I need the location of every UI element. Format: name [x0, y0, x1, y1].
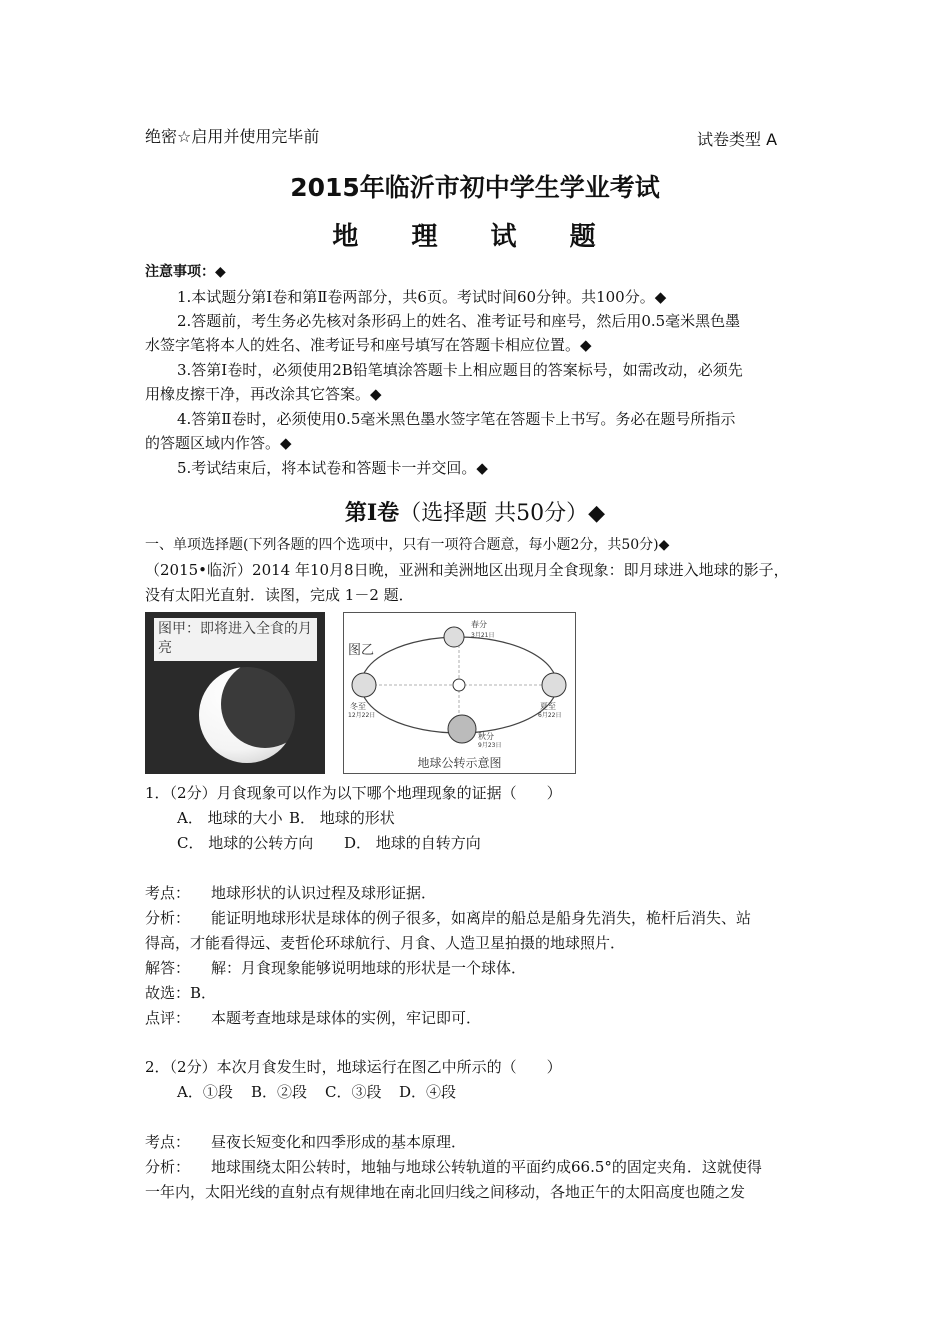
q2-option-d: D．④段	[399, 1083, 457, 1101]
crescent-moon-image	[145, 612, 325, 774]
q1-dianping: 点评： 本题考查地球是球体的实例，牢记即可．	[145, 1009, 482, 1027]
paper-type-label: 试卷类型 A	[697, 130, 778, 149]
notice-item: 的答题区域内作答。◆	[145, 434, 292, 452]
notice-item: 用橡皮擦干净，再改涂其它答案。◆	[145, 385, 382, 403]
q1-option-d: D． 地球的自转方向	[344, 834, 481, 852]
autumn-date: 9月23日	[478, 742, 502, 749]
notice-item: 3.答第Ⅰ卷时，必须使用2B铅笔填涂答题卡上相应题目的答案标号，如需改动，必须先	[177, 361, 743, 379]
figure-earth-orbit	[343, 612, 576, 774]
q2-kaodian: 考点： 昼夜长短变化和四季形成的基本原理．	[145, 1133, 467, 1151]
q1-jieda: 解答： 解：月食现象能够说明地球的形状是一个球体．	[145, 959, 527, 977]
q2-fenxi: 分析： 地球围绕太阳公转时，地轴与地球公转轨道的平面约成66.5°的固定夹角．这就使得	[145, 1158, 762, 1176]
q2-option-b: B．②段	[251, 1083, 308, 1101]
winter-label: 冬至	[350, 702, 366, 711]
q2-option-a: A．①段	[177, 1083, 233, 1101]
notice-item: 2.答题前，考生务必先核对条形码上的姓名、准考证号和座号，然后用0.5毫米黑色墨	[177, 312, 741, 330]
section-title-main: 第Ⅰ卷	[344, 500, 400, 526]
q2-option-c: C．③段	[325, 1083, 382, 1101]
exam-subtitle: 地 理 试 题	[332, 222, 618, 252]
figure-b-label: 图乙	[348, 643, 375, 658]
q1-kaodian: 考点： 地球形状的认识过程及球形证据．	[145, 884, 437, 902]
notice-heading: 注意事项：◆	[145, 264, 226, 280]
part-intro: 一、单项选择题(下列各题的四个选项中，只有一项符合题意，每小题2分，共50分)◆	[145, 537, 670, 553]
spring-date: 3月21日	[471, 632, 495, 639]
q1-answer: 故选：B．	[145, 984, 217, 1002]
confidential-label: 绝密☆启用并使用完毕前	[145, 127, 320, 146]
passage-line: 没有太阳光直射．读图，完成 1－2 题．	[145, 586, 414, 604]
section-title	[0, 496, 950, 527]
q2-stem: 2．（2分）本次月食发生时，地球运行在图乙中所示的（ ）	[145, 1058, 562, 1076]
summer-label: 夏至	[540, 702, 556, 711]
q1-fenxi-cont: 得高，才能看得远、麦哲伦环球航行、月食、人造卫星拍摄的地球照片．	[145, 934, 626, 952]
q2-options	[177, 1082, 456, 1102]
winter-date: 12月22日	[348, 712, 376, 719]
notice-item: 水签字笔将本人的姓名、准考证号和座号填写在答题卡相应位置。◆	[145, 336, 592, 354]
q1-option-a: A． 地球的大小	[177, 809, 283, 827]
q1-stem: 1．（2分）月食现象可以作为以下哪个地理现象的证据（ ）	[145, 784, 562, 802]
passage-line: （2015•临沂）2014 年10月8日晚，亚洲和美洲地区出现月全食现象：即月球进入地球的影子，	[145, 561, 789, 579]
notice-item: 5.考试结束后，将本试卷和答题卡一并交回。◆	[177, 459, 488, 477]
q1-option-b: B． 地球的形状	[289, 809, 395, 827]
q1-options-row1	[177, 808, 395, 828]
q2-fenxi-cont: 一年内，太阳光线的直射点有规律地在南北回归线之间移动，各地正午的太阳高度也随之发	[145, 1183, 746, 1201]
q1-option-c: C． 地球的公转方向	[177, 834, 314, 852]
q1-fenxi: 分析： 能证明地球形状是球体的例子很多，如离岸的船总是船身先消失，桅杆后消失、站	[145, 909, 752, 927]
notice-item: 4.答第Ⅱ卷时，必须使用0.5毫米黑色墨水签字笔在答题卡上书写。务必在题号所指示	[177, 410, 736, 428]
notice-item: 1.本试题分第Ⅰ卷和第Ⅱ卷两部分，共6页。考试时间60分钟。共100分。◆	[177, 288, 667, 306]
summer-date: 6月22日	[538, 712, 562, 719]
exam-title: 2015年临沂市初中学生学业考试	[290, 173, 660, 202]
section-title-rest: （选择题 共50分）◆	[399, 501, 606, 526]
figure-lunar-eclipse	[145, 612, 325, 774]
autumn-label: 秋分	[478, 732, 494, 741]
figure-b-caption: 地球公转示意图	[417, 756, 502, 770]
spring-label: 春分	[471, 620, 487, 629]
orbit-diagram	[344, 613, 575, 773]
q1-options-row2	[177, 833, 481, 853]
